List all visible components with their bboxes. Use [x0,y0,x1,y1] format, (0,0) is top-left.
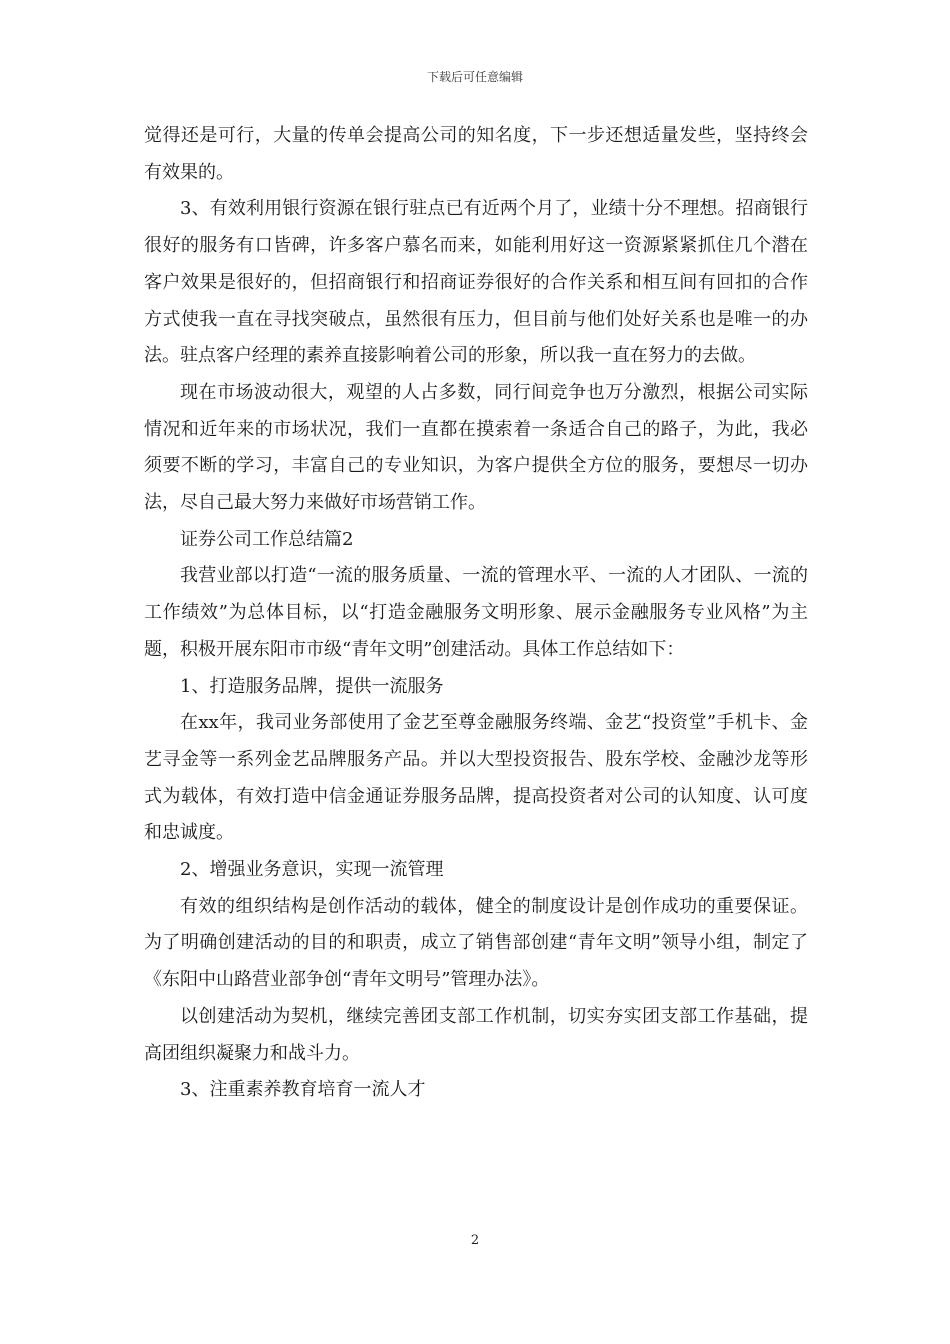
paragraph: 觉得还是可行，大量的传单会提高公司的知名度，下一步还想适量发些，坚持终会有效果的。 [144,125,808,183]
section-heading: 证券公司工作总结篇2 [180,528,354,550]
list-heading: 3、注重素养教育培育一流人才 [180,1079,426,1101]
list-heading: 2、增强业务意识，实现一流管理 [180,859,444,881]
list-heading: 1、打造服务品牌，提供一流服务 [180,675,444,697]
page-header: 下载后可任意编辑 [426,70,523,84]
paragraph: 我营业部以打造“一流的服务质量、一流的管理水平、一流的人才团队、一流的工作绩效”为总体目标，以“打造金融服务文明形象、展示金融服务专业风格”为主题，积极开展东阳市市级“青年文明”创建活动。具体工作总结如下： [144,565,808,660]
paragraph: 在xx年，我司业务部使用了金艺至尊金融服务终端、金艺“投资堂”手机卡、金艺寻金等一系列金艺品牌服务产品。并以大型投资报告、股东学校、金融沙龙等形式为载体，有效打造中信金通证券服务品牌，提高投资者对公司的认知度、认可度和忠诚度。 [144,712,808,844]
paragraph: 以创建活动为契机，继续完善团支部工作机制，切实夯实团支部工作基础，提高团组织凝聚力和战斗力。 [144,1005,808,1064]
paragraph: 现在市场波动很大，观望的人占多数，同行间竞争也万分激烈，根据公司实际情况和近年来的市场状况，我们一直都在摸索着一条适合自己的路子，为此，我必须要不断的学习，丰富自己的专业知识，为客户提供全方位的服务，要想尽一切办法，尽自己最大努力来做好市场营销工作。 [144,381,808,514]
body-text [144,118,808,1109]
paragraph: 3、有效利用银行资源在银行驻点已有近两个月了，业绩十分不理想。招商银行很好的服务有口皆碑，许多客户慕名而来，如能利用好这一资源紧紧抓住几个潜在客户效果是很好的，但招商银行和招商证券很好的合作关系和相互间有回扣的合作方式使我一直在寻找突破点，虽然很有压力，但目前与他们处好关系也是唯一的办法。驻点客户经理的素养直接影响着公司的形象，所以我一直在努力的去做。 [144,198,808,367]
paragraph: 有效的组织结构是创作活动的载体，健全的制度设计是创作成功的重要保证。为了明确创建活动的目的和职责，成立了销售部创建“青年文明”领导小组，制定了《东阳中山路营业部争创“青年文明号”管理办法》。 [144,895,808,991]
page-number: 2 [470,1233,480,1248]
